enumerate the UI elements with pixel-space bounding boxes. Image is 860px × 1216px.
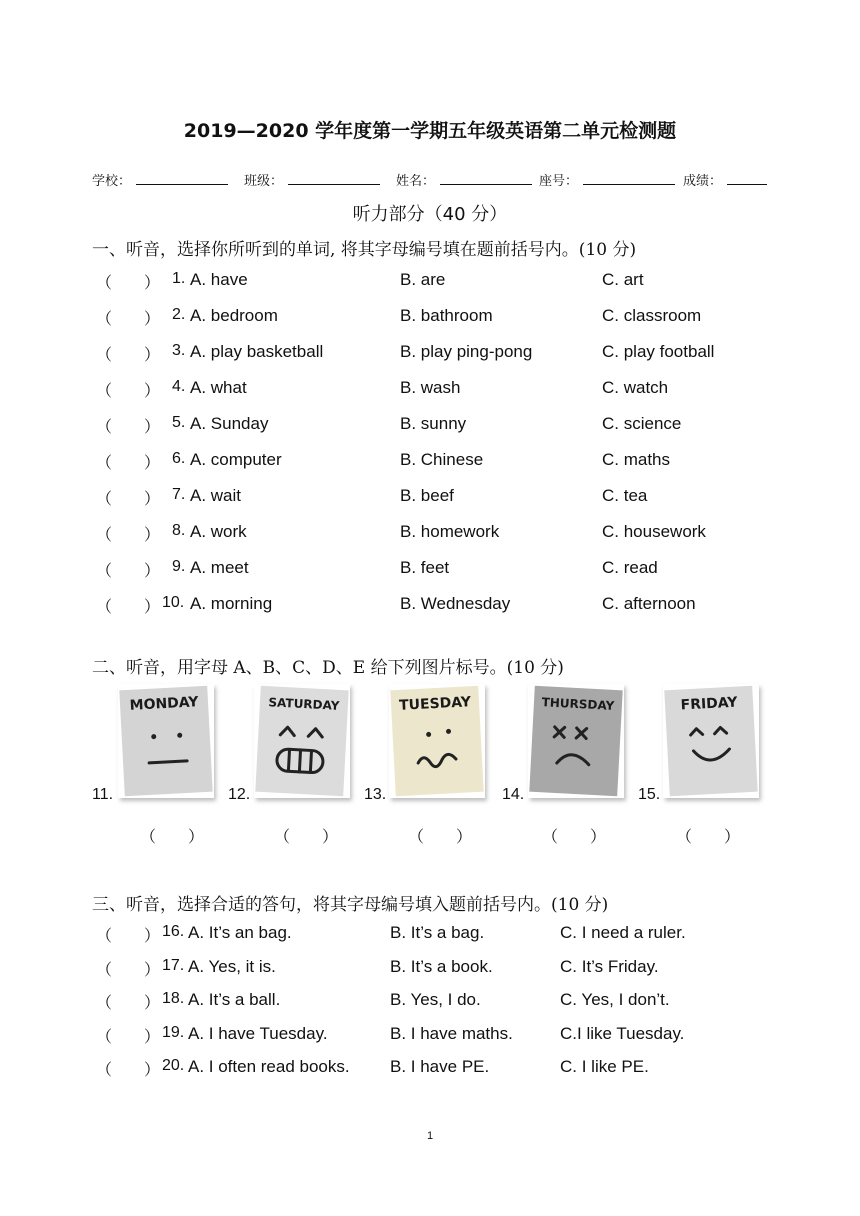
answer-bracket[interactable]: （ ） bbox=[96, 489, 161, 508]
answer-bracket[interactable]: （ ） bbox=[676, 827, 741, 846]
sticky-note-picture bbox=[389, 684, 485, 798]
option-c: C. I need a ruler. bbox=[560, 923, 686, 942]
option-a: A. bedroom bbox=[190, 306, 278, 325]
answer-bracket[interactable]: （ ） bbox=[96, 309, 161, 328]
answer-bracket[interactable]: （ ） bbox=[96, 381, 161, 400]
option-c: C. maths bbox=[602, 450, 671, 469]
option-c: C. I like PE. bbox=[560, 1057, 649, 1076]
option-b: B. I have PE. bbox=[390, 1057, 490, 1076]
question-number: 4. bbox=[172, 378, 186, 395]
question-number: 18. bbox=[162, 990, 185, 1007]
answer-bracket[interactable]: （ ） bbox=[96, 525, 161, 544]
option-c: C. science bbox=[602, 414, 682, 433]
option-b: B. I have maths. bbox=[390, 1023, 513, 1043]
option-c: C. It’s Friday. bbox=[560, 956, 659, 976]
section2-heading: 二、听音，用字母 A、B、C、D、E 给下列图片标号。(10 分) bbox=[92, 658, 564, 678]
option-c: C. classroom bbox=[602, 306, 702, 325]
question-number: 19. bbox=[162, 1023, 185, 1041]
answer-bracket[interactable]: （ ） bbox=[96, 926, 161, 945]
answer-bracket[interactable]: （ ） bbox=[96, 345, 161, 364]
option-a: A. computer bbox=[190, 450, 282, 469]
answer-bracket[interactable]: （ ） bbox=[408, 827, 473, 846]
question-number: 8. bbox=[172, 522, 186, 539]
picture-number: 11. bbox=[92, 786, 114, 803]
section1-heading: 一、听音，选择你所听到的单词, 将其字母编号填在题前括号内。(10 分) bbox=[92, 240, 637, 260]
sticky-note-picture bbox=[663, 684, 759, 798]
weekday-word: FRIDAY bbox=[680, 694, 738, 714]
answer-bracket[interactable]: （ ） bbox=[140, 827, 205, 846]
question-number: 9. bbox=[172, 558, 186, 575]
option-c: C.I like Tuesday. bbox=[560, 1023, 685, 1043]
option-b: B. Wednesday bbox=[400, 594, 511, 613]
picture-number: 12. bbox=[228, 786, 251, 803]
option-a: A. have bbox=[190, 270, 248, 289]
option-b: B. beef bbox=[400, 486, 454, 505]
weekday-word: SATURDAY bbox=[268, 695, 340, 713]
sticky-note-picture bbox=[528, 684, 624, 798]
option-c: C. art bbox=[602, 270, 644, 289]
option-b: B. feet bbox=[400, 558, 450, 577]
weekday-word: MONDAY bbox=[129, 694, 199, 714]
question-number: 17. bbox=[162, 956, 185, 974]
option-a: A. meet bbox=[190, 558, 249, 577]
weekday-word: THURSDAY bbox=[541, 695, 615, 713]
answer-bracket[interactable]: （ ） bbox=[96, 1026, 161, 1046]
answer-bracket[interactable]: （ ） bbox=[96, 1060, 161, 1079]
question-number: 7. bbox=[172, 486, 186, 503]
page-title: 2019—2020 学年度第一学期五年级英语第二单元检测题 bbox=[183, 120, 677, 142]
option-a: A. I often read books. bbox=[188, 1057, 350, 1076]
picture-number: 13. bbox=[364, 786, 387, 803]
option-b: B. bathroom bbox=[400, 306, 493, 325]
seat-blank[interactable] bbox=[583, 184, 675, 185]
option-c: C. Yes, I don’t. bbox=[560, 990, 670, 1009]
option-b: B. It’s a bag. bbox=[390, 923, 485, 942]
sticky-note-picture bbox=[254, 684, 350, 798]
option-b: B. play ping-pong bbox=[400, 342, 533, 361]
option-c: C. read bbox=[602, 558, 658, 577]
option-c: C. afternoon bbox=[602, 594, 696, 613]
page-number: 1 bbox=[426, 1130, 434, 1142]
option-c: C. watch bbox=[602, 378, 669, 397]
listening-part-title: 听力部分（40 分） bbox=[352, 204, 508, 225]
option-b: B. Yes, I do. bbox=[390, 990, 481, 1009]
answer-bracket[interactable]: （ ） bbox=[96, 561, 161, 580]
class-label: 班级： bbox=[244, 174, 284, 189]
option-a: A. play basketball bbox=[190, 342, 324, 361]
section3-heading: 三、听音，选择合适的答句，将其字母编号填入题前括号内。(10 分) bbox=[92, 895, 609, 915]
option-b: B. sunny bbox=[400, 414, 467, 433]
option-a: A. Yes, it is. bbox=[188, 956, 276, 976]
question-number: 2. bbox=[172, 306, 186, 323]
picture-number: 15. bbox=[638, 786, 661, 803]
class-blank[interactable] bbox=[288, 184, 380, 185]
option-a: A. wait bbox=[190, 486, 242, 505]
school-blank[interactable] bbox=[136, 184, 228, 185]
answer-bracket[interactable]: （ ） bbox=[96, 453, 161, 472]
seat-label: 座号： bbox=[539, 174, 579, 189]
option-c: C. tea bbox=[602, 486, 648, 505]
answer-bracket[interactable]: （ ） bbox=[96, 959, 161, 979]
option-a: A. Sunday bbox=[190, 414, 269, 433]
option-a: A. work bbox=[190, 522, 247, 541]
option-a: A. what bbox=[190, 378, 247, 397]
option-a: A. It’s an bag. bbox=[188, 923, 292, 942]
option-b: B. homework bbox=[400, 522, 500, 541]
answer-bracket[interactable]: （ ） bbox=[96, 273, 161, 292]
option-c: C. housework bbox=[602, 522, 706, 541]
picture-number: 14. bbox=[502, 786, 525, 803]
score-label: 成绩： bbox=[683, 174, 723, 189]
option-b: B. are bbox=[400, 270, 446, 289]
option-b: B. Chinese bbox=[400, 450, 484, 469]
answer-bracket[interactable]: （ ） bbox=[96, 993, 161, 1012]
question-number: 1. bbox=[172, 270, 186, 287]
weekday-word: TUESDAY bbox=[398, 694, 472, 714]
option-c: C. play football bbox=[602, 342, 715, 361]
sticky-note-picture bbox=[118, 684, 214, 798]
answer-bracket[interactable]: （ ） bbox=[96, 597, 161, 616]
option-a: A. morning bbox=[190, 594, 273, 613]
answer-bracket[interactable]: （ ） bbox=[274, 827, 339, 846]
question-number: 6. bbox=[172, 450, 186, 467]
option-a: A. I have Tuesday. bbox=[188, 1023, 328, 1043]
answer-bracket[interactable]: （ ） bbox=[96, 417, 161, 436]
question-number: 5. bbox=[172, 414, 186, 431]
option-a: A. It’s a ball. bbox=[188, 990, 281, 1009]
question-number: 16. bbox=[162, 923, 185, 940]
option-b: B. It’s a book. bbox=[390, 956, 493, 976]
option-b: B. wash bbox=[400, 378, 461, 397]
name-label: 姓名： bbox=[396, 174, 436, 189]
score-blank[interactable] bbox=[727, 184, 767, 185]
question-number: 3. bbox=[172, 342, 186, 359]
school-label: 学校： bbox=[92, 174, 132, 189]
question-number: 10. bbox=[162, 594, 185, 611]
name-blank[interactable] bbox=[440, 184, 532, 185]
answer-bracket[interactable]: （ ） bbox=[542, 827, 607, 846]
question-number: 20. bbox=[162, 1057, 185, 1074]
